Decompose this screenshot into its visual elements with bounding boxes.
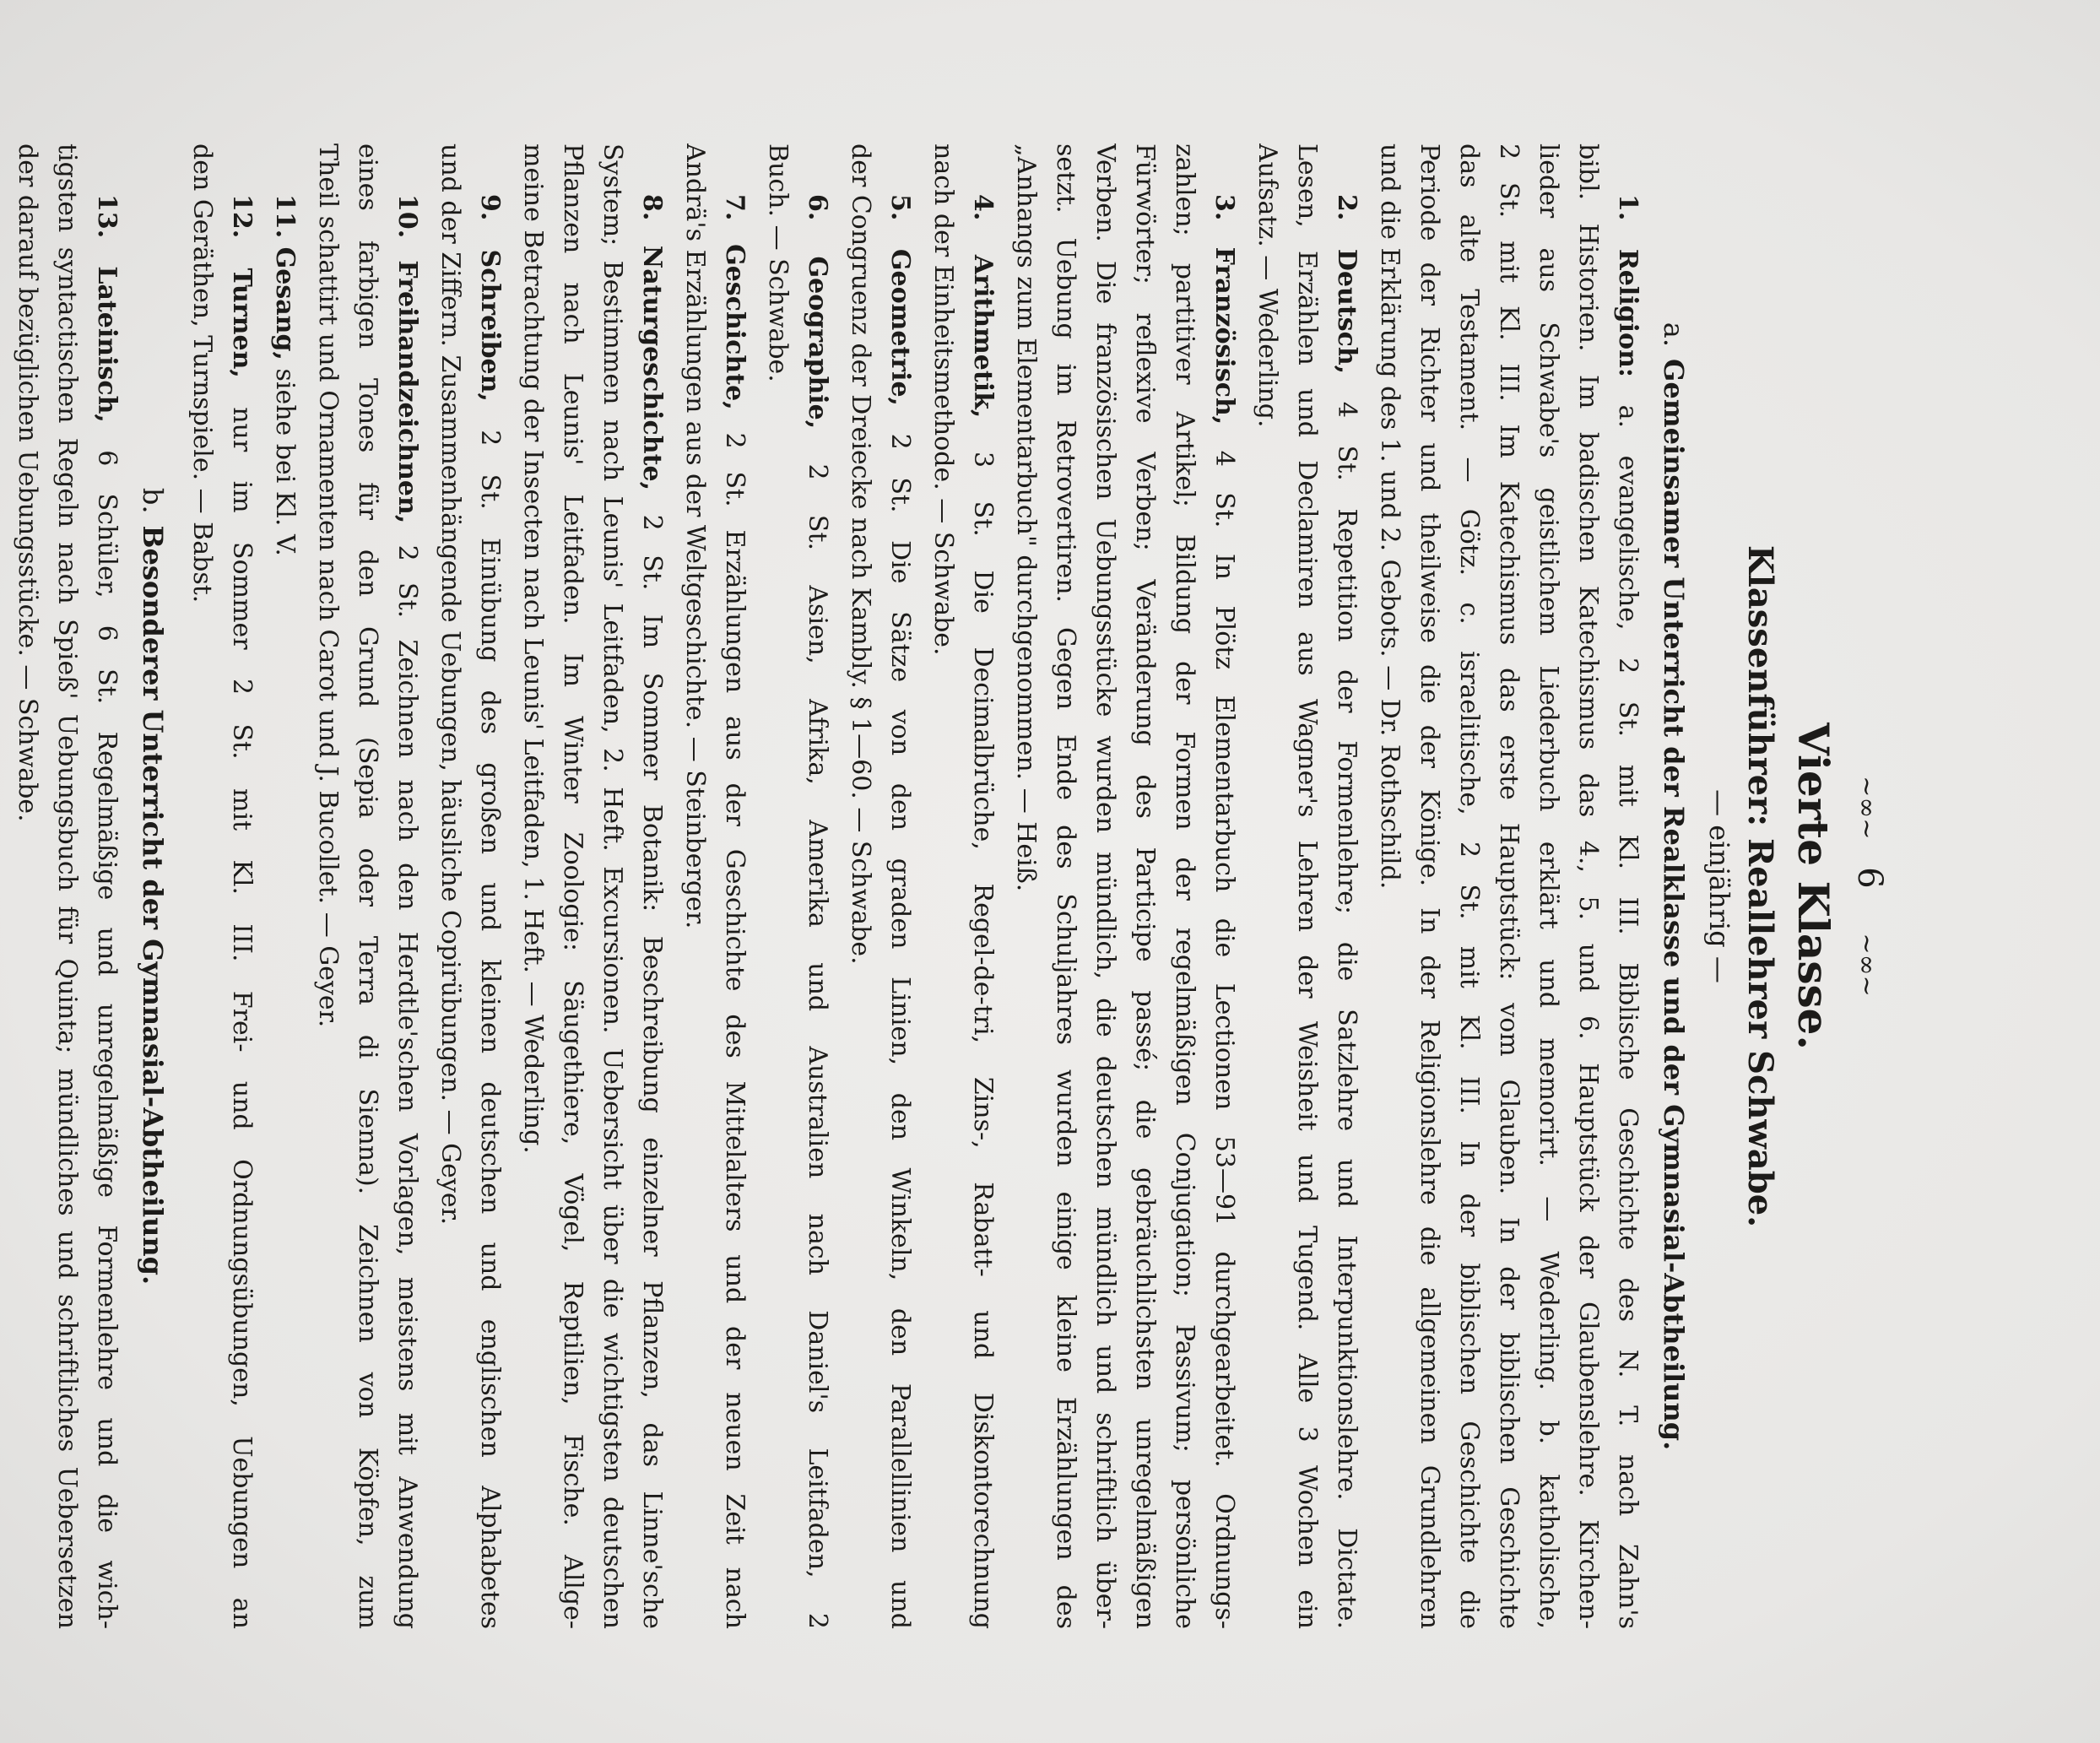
text-line — [470, 143, 510, 1629]
subject-entry — [8, 143, 127, 1629]
subject-entry — [1370, 143, 1648, 1629]
text-line — [963, 143, 1003, 1629]
section-heading-text: Gemeinsamer Unterricht der Realklasse und der Gymnasial-Abtheilung. — [1658, 359, 1690, 1451]
text-line — [87, 143, 127, 1629]
text-line — [1006, 143, 1046, 1629]
line-text: 2 St. mit Kl. III. Im Katechismus das erste Hauptstück: vom Glauben. In der biblischen Geschichte — [1494, 143, 1524, 1629]
ornament-right: ~∞~ — [1852, 933, 1881, 997]
line-text: Theil schattirt und Ornamenten nach Carot und J. Bucollet. — Geyer. — [313, 143, 343, 1028]
line-text: 2 St. Zeichnen nach den Herdtle'schen Vorlagen, meistens mit Anwendung — [392, 544, 422, 1629]
page-title: Vierte Klasse. — [1789, 723, 1838, 1050]
line-text: 4 St. Repetition der Formenlehre; die Satzlehre und Interpunktionslehre. Dictate. — [1332, 401, 1361, 1629]
page-header — [1850, 143, 1889, 1629]
text-line — [1370, 143, 1410, 1629]
duration-note: — einjährig — — [1703, 789, 1735, 983]
subject-name: 11. Gesang, — [270, 194, 300, 360]
line-text: meine Betrachtung der Insecten nach Leunis' Leitfaden, 1. Heft. — Wederling. — [518, 143, 548, 1154]
text-line — [430, 143, 470, 1629]
line-text: tigsten syntactischen Regeln nach Spieß' Uebungsbuch für Quinta; mündliches und schriftliches Uebersetzen — [52, 143, 82, 1629]
text-line — [1204, 143, 1244, 1629]
line-text: 4 St. In Plötz Elementarbuch die Lectionen 53—91 durchgearbeitet. Ordnungs- — [1210, 450, 1239, 1629]
subject-name: 9. Schreiben, — [475, 194, 505, 402]
line-text: nach der Einheitsmethode. — Schwabe. — [928, 143, 958, 656]
line-text: „Anhangs zum Elementarbuch" durchgenommen. — Heiß. — [1011, 143, 1041, 892]
text-line — [632, 143, 672, 1629]
text-line — [1125, 143, 1165, 1629]
text-line — [308, 143, 348, 1629]
text-line — [1489, 143, 1529, 1629]
line-text: lieder aus Schwabe's geistlichem Liederbuch erklärt und memorirt. — Wederling. b. katholische, — [1534, 143, 1563, 1629]
subject-name: 7. Geschichte, — [720, 194, 750, 410]
line-text: und die Erklärung des 1. und 2. Gebots. — Dr. Rothschild. — [1375, 143, 1405, 890]
line-text: das alte Testament. — Götz. c. israelitische, 2 St. mit Kl. III. In der biblischen Geschichte die — [1454, 143, 1484, 1629]
text-line — [1248, 143, 1287, 1629]
text-line — [1529, 143, 1568, 1629]
section-letter: a. — [1658, 322, 1690, 348]
text-line — [1085, 143, 1125, 1629]
text-line — [348, 143, 387, 1629]
text-line — [675, 143, 715, 1629]
text-line — [1327, 143, 1367, 1629]
subject-name: 5. Geometrie, — [885, 194, 915, 406]
subject-name: 8. Naturgeschichte, — [637, 194, 667, 491]
subject-entry — [430, 143, 510, 1629]
line-text: 2 St. Einübung des großen und kleinen deutschen und englischen Alphabetes — [475, 430, 505, 1629]
line-text: siehe bei Kl. V. — [270, 368, 300, 556]
page-number: 6 — [1850, 867, 1889, 906]
text-line — [1410, 143, 1449, 1629]
line-text: Aufsatz. — Wederling. — [1253, 143, 1282, 428]
line-text: Lesen, Erzählen und Declamiren aus Wagner's Lehren der Weisheit und Tugend. Alle 3 Wochen ein — [1292, 143, 1322, 1629]
line-text: 2 St. Erzählungen aus der Geschichte des Mittelalters und der neuen Zeit nach — [720, 432, 750, 1629]
sections-container — [8, 143, 1690, 1629]
text-line — [593, 143, 632, 1629]
text-line — [222, 143, 262, 1629]
line-text: zahlen; partitiver Artikel; Bildung der Formen der regelmäßigen Conjugation; Passivum; persönliche — [1170, 143, 1199, 1629]
line-text: eines farbigen Tones für den Grund (Sepia oder Terra di Sienna). Zeichnen von Köpfen, zum — [353, 143, 382, 1629]
text-line — [265, 143, 305, 1629]
text-line — [715, 143, 755, 1629]
subject-name: 2. Deutsch, — [1332, 194, 1361, 375]
line-text: System; Bestimmen nach Leunis' Leitfaden, 2. Heft. Excursionen. Uebersicht über die wichtigsten deutschen — [598, 143, 627, 1629]
line-text: der darauf bezüglichen Uebungsstücke. — Schwabe. — [13, 143, 42, 822]
line-text: Periode der Richter und theilweise die der Könige. In der Religionslehre die allgemeinen Grundlehren — [1415, 143, 1444, 1629]
text-line — [1165, 143, 1204, 1629]
line-text: Andrä's Erzählungen aus der Weltgeschichte. — Steinberger. — [680, 143, 710, 929]
section-heading — [1658, 143, 1690, 1629]
subject-entry — [182, 143, 262, 1629]
line-text: Buch. — Schwabe. — [763, 143, 793, 382]
line-text: setzt. Uebung im Retrovertiren. Gegen Ende des Schuljahres wurden einige kleine Erzählungen des — [1051, 143, 1080, 1629]
line-text: nur im Sommer 2 St. mit Kl. III. Frei- und Ordnungsübungen, Uebungen an — [227, 407, 257, 1629]
line-text: 2 St. Die Sätze von den graden Linien, den Winkeln, den Parallellinien und — [885, 433, 915, 1629]
line-text: 3 St. Die Decimalbrüche, Regel-de-tri, Zins-, Rabatt- und Diskontorechnung — [968, 451, 998, 1629]
line-text: Fürwörter; reflexive Verben; Veränderung des Participe passé; die gebräuchlichsten unregelmäßigen — [1130, 143, 1160, 1629]
text-line — [553, 143, 593, 1629]
section-letter: b. — [137, 487, 169, 514]
text-line — [1287, 143, 1327, 1629]
line-text: und der Ziffern. Zusammenhängende Uebungen, häusliche Copirübungen. — Geyer. — [436, 143, 465, 1226]
subject-name: 1. Religion: — [1613, 194, 1643, 377]
subject-entry — [308, 143, 427, 1629]
subject-name: 4. Arithmetik, — [968, 194, 998, 419]
text-line — [47, 143, 87, 1629]
subject-name: 10. Freihandzeichnen, — [392, 194, 422, 524]
text-line — [1608, 143, 1648, 1629]
line-text: der Congruenz der Dreiecke nach Kambly. § 1—60. — Schwabe. — [846, 143, 875, 965]
line-text: Verben. Die französischen Uebungsstücke wurden mündlich, die deutschen mündlich und schriftlich über- — [1091, 143, 1120, 1629]
subject-entry — [265, 143, 305, 1629]
subject-name: 12. Turnen, — [227, 194, 257, 378]
line-text: den Geräthen, Turnspiele. — Babst. — [187, 143, 217, 604]
text-line — [798, 143, 837, 1629]
ornament-left: ~∞~ — [1852, 776, 1881, 840]
subject-entry — [675, 143, 755, 1629]
subject-name: 6. Geographie, — [803, 194, 832, 430]
text-line — [1568, 143, 1608, 1629]
text-line — [923, 143, 963, 1629]
subject-entry — [1248, 143, 1367, 1629]
line-text: bibl. Historien. Im badischen Katechismus das 4., 5. und 6. Hauptstück der Glaubenslehre. Kirchen- — [1573, 143, 1603, 1629]
text-line — [1046, 143, 1085, 1629]
text-line — [880, 143, 920, 1629]
subject-entry — [513, 143, 672, 1629]
subject-entry — [758, 143, 837, 1629]
subject-entry — [841, 143, 920, 1629]
text-line — [841, 143, 880, 1629]
line-text: Pflanzen nach Leunis' Leitfaden. Im Winter Zoologie: Säugethiere, Vögel, Reptilien, Fische. Allge- — [558, 143, 587, 1629]
text-line — [758, 143, 798, 1629]
subject-entry — [1006, 143, 1244, 1629]
line-text: a. evangelische, 2 St. mit Kl. III. Biblische Geschichte des N. T. nach Zahn's — [1613, 404, 1643, 1629]
section-heading-text: Besonderer Unterricht der Gymnasial-Abtheilung. — [137, 525, 169, 1286]
text-line — [513, 143, 553, 1629]
document-page — [13, 110, 1914, 1663]
text-line — [1449, 143, 1489, 1629]
section-heading — [137, 143, 169, 1629]
text-line — [182, 143, 222, 1629]
subject-name: 13. Lateinisch, — [92, 194, 122, 423]
line-text: 6 Schüler, 6 St. Regelmäßige und unregelmäßige Formenlehre und die wich- — [92, 450, 122, 1629]
subject-entry — [923, 143, 1003, 1629]
class-leader: Klassenführer: Reallehrer Schwabe. — [1740, 544, 1780, 1228]
text-line — [387, 143, 427, 1629]
subject-name: 3. Französisch, — [1210, 194, 1239, 425]
rotated-page — [13, 110, 1914, 1663]
line-text: 2 St. Asien, Afrika, Amerika und Australien nach Daniel's Leitfaden, 2 — [803, 463, 832, 1629]
line-text: 2 St. Im Sommer Botanik: Beschreibung einzelner Pflanzen, das Linne'sche — [637, 514, 667, 1629]
text-line — [8, 143, 47, 1629]
